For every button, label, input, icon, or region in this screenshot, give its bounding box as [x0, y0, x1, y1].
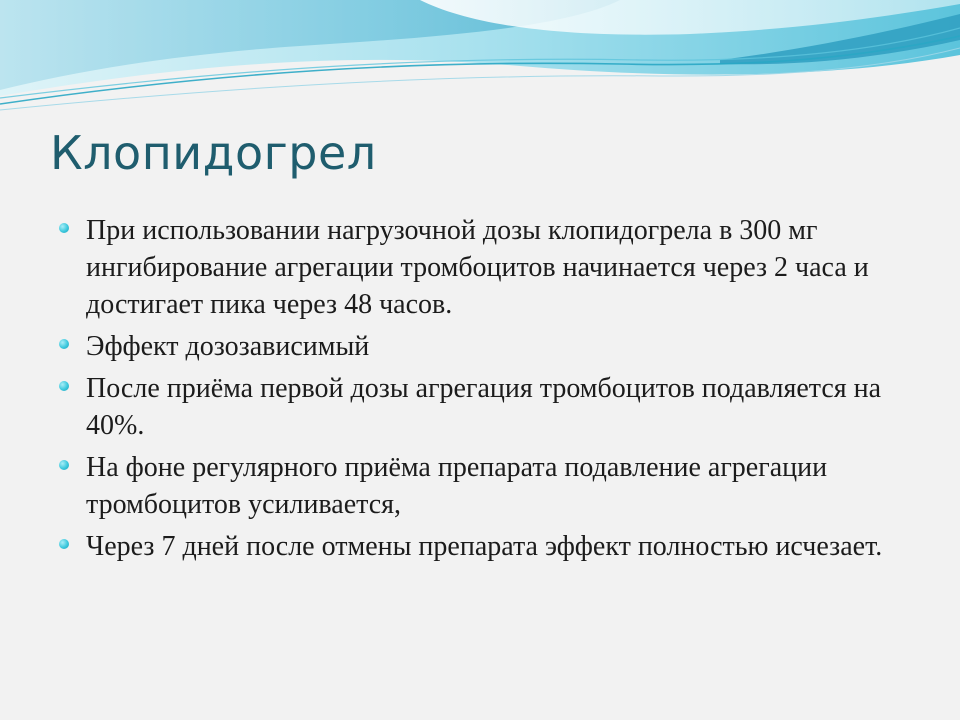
bullet-text: После приёма первой дозы агрегация тромбоцитов подавляется на 40%. — [86, 373, 882, 441]
slide-title: Клопидогрел — [50, 126, 377, 180]
bullet-item — [56, 449, 906, 523]
wave-header-decoration — [0, 0, 960, 120]
bullet-item — [56, 212, 906, 323]
bullet-dot-icon — [59, 539, 69, 549]
bullet-text: Эффект дозозависимый — [86, 331, 370, 362]
bullet-dot-icon — [59, 460, 69, 470]
bullet-list — [56, 212, 906, 570]
bullet-dot-icon — [59, 381, 69, 391]
bullet-dot-icon — [59, 339, 69, 349]
bullet-text: При использовании нагрузочной дозы клопидогрела в 300 мг ингибирование агрегации тромбоцитов начинается через 2 часа и достигает пика через 48 часов. — [86, 215, 869, 320]
bullet-dot-icon — [59, 223, 69, 233]
bullet-item — [56, 528, 906, 565]
bullet-item — [56, 328, 906, 365]
bullet-item — [56, 370, 906, 444]
bullet-text: Через 7 дней после отмены препарата эффект полностью исчезает. — [86, 531, 883, 562]
bullet-text: На фоне регулярного приёма препарата подавление агрегации тромбоцитов усиливается, — [86, 452, 828, 520]
